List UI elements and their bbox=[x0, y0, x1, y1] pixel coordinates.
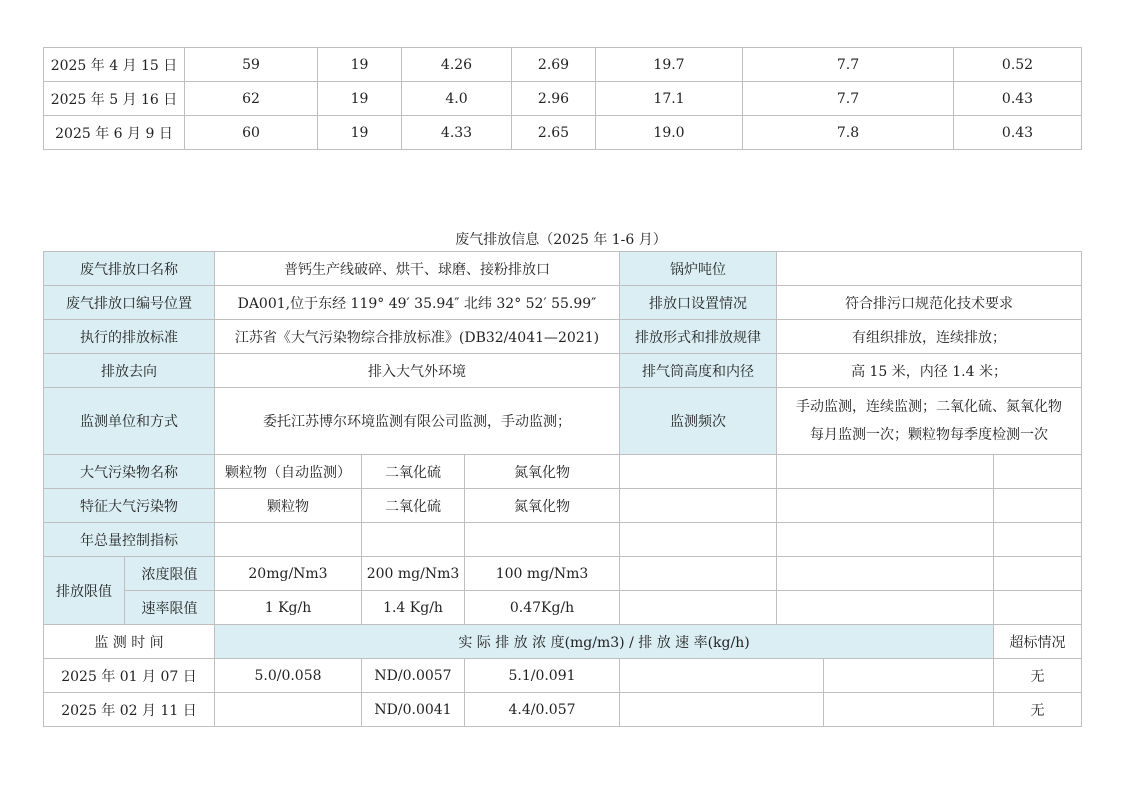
record-value: 5.1/0.091 bbox=[465, 659, 620, 693]
frequency-value bbox=[777, 388, 1082, 455]
concentration-limit: 100 mg/Nm3 bbox=[465, 557, 620, 591]
row-value: 62 bbox=[185, 82, 318, 116]
row-value: 2.96 bbox=[512, 82, 596, 116]
row-value: 19 bbox=[318, 82, 402, 116]
empty-cell bbox=[620, 693, 824, 727]
row-value: 7.7 bbox=[743, 48, 954, 82]
record-value: ND/0.0041 bbox=[362, 693, 465, 727]
empty-cell bbox=[994, 455, 1082, 489]
rate-limit: 0.47Kg/h bbox=[465, 591, 620, 625]
limit-label: 排放限值 bbox=[44, 557, 125, 625]
pollutant-name: 颗粒物（自动监测） bbox=[215, 455, 362, 489]
row-value: 19 bbox=[318, 116, 402, 150]
emission-form-label: 排放形式和排放规律 bbox=[620, 320, 777, 354]
empty-cell bbox=[994, 489, 1082, 523]
row-value: 4.33 bbox=[402, 116, 512, 150]
empty-cell bbox=[777, 557, 994, 591]
empty-cell bbox=[620, 591, 777, 625]
outlet-setup-value: 符合排污口规范化技术要求 bbox=[777, 286, 1082, 320]
record-value: 5.0/0.058 bbox=[215, 659, 362, 693]
concentration-limit: 200 mg/Nm3 bbox=[362, 557, 465, 591]
exceed-header: 超标情况 bbox=[994, 625, 1082, 659]
empty-cell bbox=[777, 523, 994, 557]
row-value: 0.43 bbox=[954, 116, 1082, 150]
total-control-label: 年总量控制指标 bbox=[44, 523, 215, 557]
outlet-name-value: 普钙生产线破碎、烘干、球磨、接粉排放口 bbox=[215, 252, 620, 286]
concentration-limit: 20mg/Nm3 bbox=[215, 557, 362, 591]
pollutant-name-label: 大气污染物名称 bbox=[44, 455, 215, 489]
feature-pollutant: 氮氧化物 bbox=[465, 489, 620, 523]
record-exceed: 无 bbox=[994, 659, 1082, 693]
row-value: 0.52 bbox=[954, 48, 1082, 82]
empty-cell bbox=[620, 455, 777, 489]
monitor-unit-label: 监测单位和方式 bbox=[44, 388, 215, 455]
feature-pollutant: 颗粒物 bbox=[215, 489, 362, 523]
feature-pollutant-label: 特征大气污染物 bbox=[44, 489, 215, 523]
empty-cell bbox=[824, 659, 994, 693]
row-value: 7.7 bbox=[743, 82, 954, 116]
boiler-value bbox=[777, 252, 1082, 286]
row-value: 60 bbox=[185, 116, 318, 150]
table-row bbox=[44, 693, 1082, 727]
row-date: 2025 年 5 月 16 日 bbox=[44, 82, 185, 116]
table-row bbox=[44, 659, 1082, 693]
direction-value: 排入大气外环境 bbox=[215, 354, 620, 388]
empty-cell bbox=[777, 455, 994, 489]
outlet-id-value: DA001,位于东经 119° 49′ 35.94″ 北纬 32° 52′ 55.99″ bbox=[215, 286, 620, 320]
boiler-label: 锅炉吨位 bbox=[620, 252, 777, 286]
row-value: 17.1 bbox=[596, 82, 743, 116]
row-value: 4.26 bbox=[402, 48, 512, 82]
direction-label: 排放去向 bbox=[44, 354, 215, 388]
record-value: ND/0.0057 bbox=[362, 659, 465, 693]
empty-cell bbox=[777, 489, 994, 523]
record-exceed: 无 bbox=[994, 693, 1082, 727]
standard-value: 江苏省《大气污染物综合排放标准》(DB32/4041—2021) bbox=[215, 320, 620, 354]
row-value: 0.43 bbox=[954, 82, 1082, 116]
feature-pollutant: 二氧化硫 bbox=[362, 489, 465, 523]
empty-cell bbox=[620, 489, 777, 523]
exhaust-info-table bbox=[43, 251, 1082, 727]
pollutant-name: 二氧化硫 bbox=[362, 455, 465, 489]
record-value: 4.4/0.057 bbox=[465, 693, 620, 727]
row-value: 7.8 bbox=[743, 116, 954, 150]
row-value: 59 bbox=[185, 48, 318, 82]
frequency-line-1: 手动监测，连续监测；二氧化硫、氮氧化物 bbox=[796, 399, 1063, 415]
actual-emission-header: 实 际 排 放 浓 度(mg/m3) / 排 放 速 率(kg/h) bbox=[215, 625, 994, 659]
rate-limit: 1 Kg/h bbox=[215, 591, 362, 625]
record-date: 2025 年 02 月 11 日 bbox=[44, 693, 215, 727]
empty-cell bbox=[777, 591, 994, 625]
outlet-id-label: 废气排放口编号位置 bbox=[44, 286, 215, 320]
empty-cell bbox=[215, 523, 362, 557]
pollutant-name: 氮氧化物 bbox=[465, 455, 620, 489]
empty-cell bbox=[465, 523, 620, 557]
rate-limit: 1.4 Kg/h bbox=[362, 591, 465, 625]
stack-label: 排气筒高度和内径 bbox=[620, 354, 777, 388]
record-date: 2025 年 01 月 07 日 bbox=[44, 659, 215, 693]
row-value: 19.7 bbox=[596, 48, 743, 82]
row-value: 19.0 bbox=[596, 116, 743, 150]
outlet-setup-label: 排放口设置情况 bbox=[620, 286, 777, 320]
emission-form-value: 有组织排放，连续排放； bbox=[777, 320, 1082, 354]
rate-limit-label: 速率限值 bbox=[125, 591, 215, 625]
frequency-line-2: 每月监测一次；颗粒物每季度检测一次 bbox=[810, 427, 1049, 443]
empty-cell bbox=[620, 523, 777, 557]
concentration-limit-label: 浓度限值 bbox=[125, 557, 215, 591]
table-row bbox=[44, 48, 1082, 82]
outlet-name-label: 废气排放口名称 bbox=[44, 252, 215, 286]
stack-value: 高 15 米，内径 1.4 米； bbox=[777, 354, 1082, 388]
empty-cell bbox=[620, 659, 824, 693]
row-value: 2.65 bbox=[512, 116, 596, 150]
empty-cell bbox=[824, 693, 994, 727]
table-caption: 废气排放信息（2025 年 1-6 月） bbox=[455, 232, 667, 248]
row-value: 19 bbox=[318, 48, 402, 82]
standard-label: 执行的排放标准 bbox=[44, 320, 215, 354]
empty-cell bbox=[994, 591, 1082, 625]
monitoring-data-table bbox=[43, 47, 1082, 150]
monitor-time-header: 监 测 时 间 bbox=[44, 625, 215, 659]
empty-cell bbox=[362, 523, 465, 557]
empty-cell bbox=[620, 557, 777, 591]
row-date: 2025 年 6 月 9 日 bbox=[44, 116, 185, 150]
row-value: 4.0 bbox=[402, 82, 512, 116]
record-value bbox=[215, 693, 362, 727]
row-date: 2025 年 4 月 15 日 bbox=[44, 48, 185, 82]
monitor-unit-value: 委托江苏博尔环境监测有限公司监测，手动监测； bbox=[215, 388, 620, 455]
table-row bbox=[44, 82, 1082, 116]
empty-cell bbox=[994, 523, 1082, 557]
table-row bbox=[44, 116, 1082, 150]
row-value: 2.69 bbox=[512, 48, 596, 82]
empty-cell bbox=[994, 557, 1082, 591]
frequency-label: 监测频次 bbox=[620, 388, 777, 455]
